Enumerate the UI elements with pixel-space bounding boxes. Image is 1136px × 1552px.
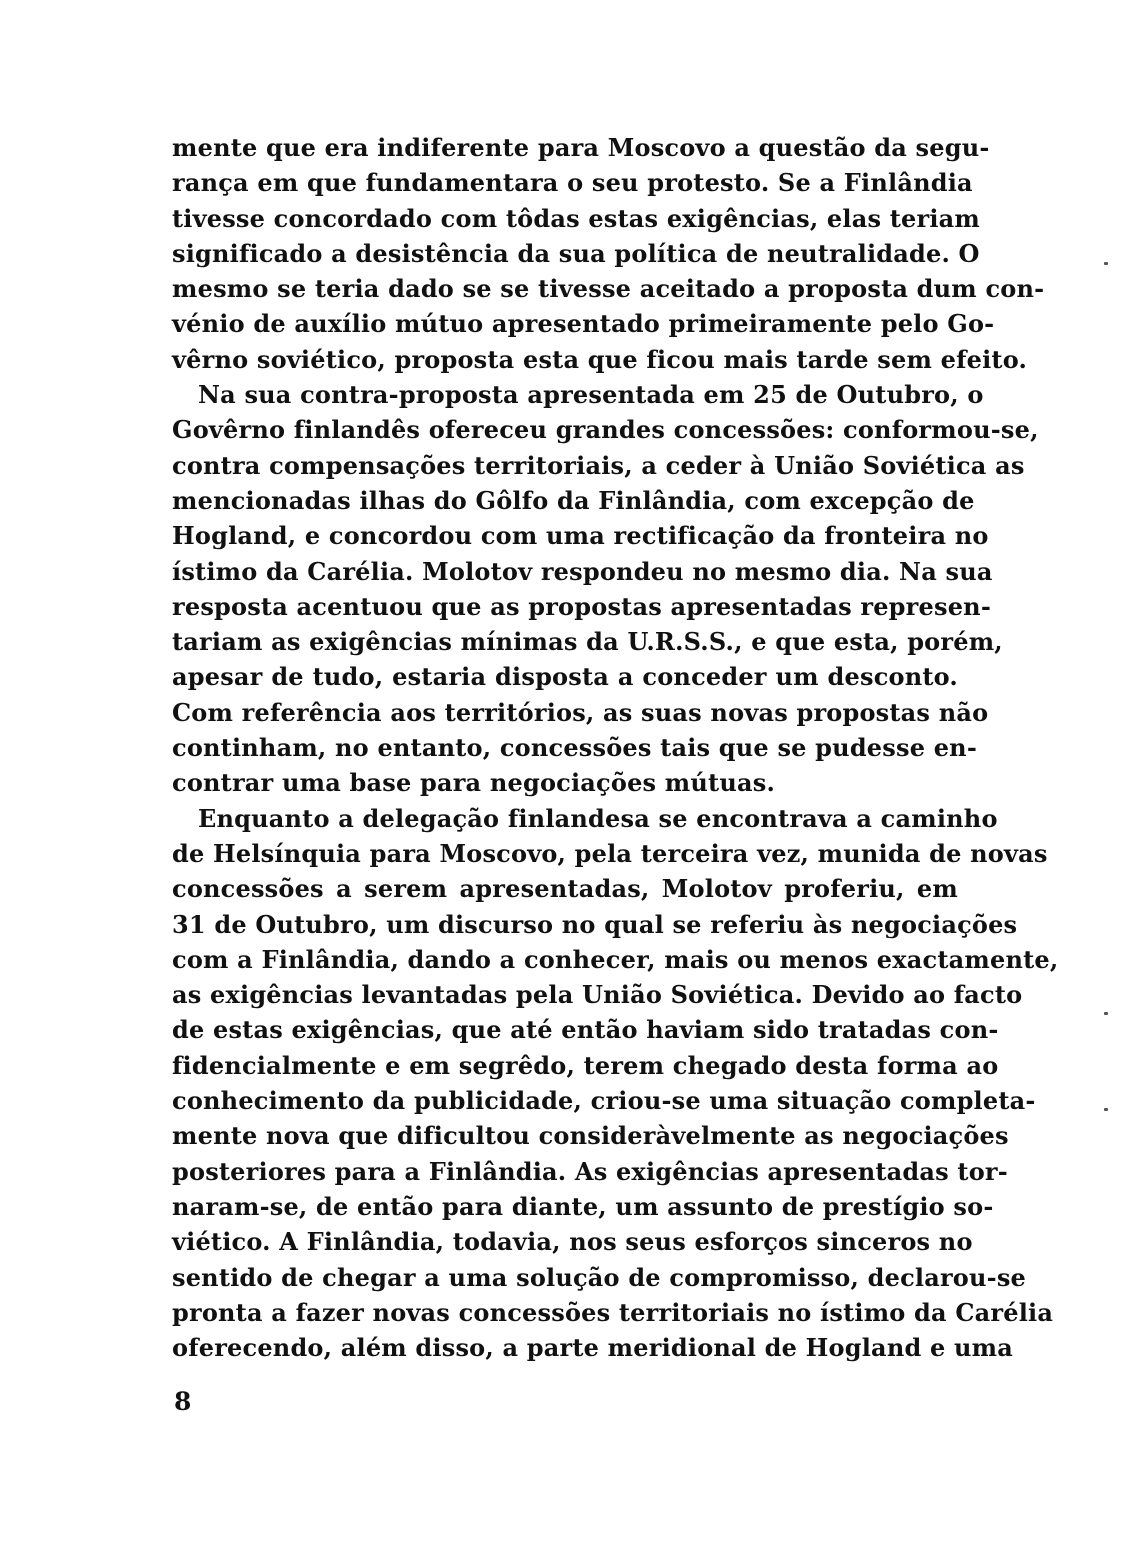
text-line: contra compensações territoriais, a ceder à União Soviética as — [172, 450, 1025, 480]
text-line: Hogland, e concordou com uma rectificação da fronteira no — [172, 521, 989, 551]
text-line: Com referência aos territórios, as suas novas propostas não — [172, 697, 989, 727]
scan-speck — [1104, 1012, 1108, 1015]
text-line: mente que era indiferente para Moscovo a questão da segu- — [172, 133, 990, 162]
text-line: mesmo se teria dado se se tivesse aceitado a proposta dum con- — [172, 274, 1045, 304]
text-line: apesar de tudo, estaria disposta a conceder um desconto. — [172, 662, 958, 692]
text-line: mente nova que dificultou consideràvelmente as negociações — [172, 1121, 1009, 1151]
text-line: de Helsínquia para Moscovo, pela terceira vez, munida de novas — [172, 838, 1048, 868]
text-line: 31 de Outubro, um discurso no qual se referiu às negociações — [172, 909, 1018, 939]
text-line: viético. A Finlândia, todavia, nos seus esforços sinceros no — [172, 1227, 973, 1257]
text-line: posteriores para a Finlândia. As exigências apresentadas tor- — [172, 1156, 1008, 1186]
text-line: de estas exigências, que até então haviam sido tratadas con- — [172, 1015, 999, 1045]
text-line: fidencialmente e em segrêdo, terem chegado desta forma ao — [172, 1050, 999, 1080]
text-line: continham, no entanto, concessões tais que se pudesse en- — [172, 733, 977, 763]
text-line: contrar uma base para negociações mútuas. — [172, 768, 775, 798]
scan-speck — [1104, 1108, 1108, 1111]
text-line: sentido de chegar a uma solução de compromisso, declarou-se — [172, 1262, 1027, 1292]
page-number: 8 — [174, 1387, 192, 1416]
text-line: tivesse concordado com tôdas estas exigências, elas teriam — [172, 203, 980, 233]
text-line: ístimo da Carélia. Molotov respondeu no mesmo dia. Na sua — [172, 556, 993, 586]
text-line: Na sua contra-proposta apresentada em 25 de Outubro, o — [198, 380, 984, 410]
text-line: concessões a serem apresentadas, Molotov proferiu, em — [172, 874, 958, 904]
body-text — [172, 130, 1059, 1365]
text-line: pronta a fazer novas concessões territoriais no ístimo da Carélia — [172, 1297, 1054, 1327]
text-line: significado a desistência da sua política de neutralidade. O — [172, 238, 980, 268]
text-line: Govêrno finlandês ofereceu grandes concessões: conformou-se, — [172, 415, 1039, 445]
text-line: vénio de auxílio mútuo apresentado primeiramente pelo Go- — [172, 309, 995, 339]
text-line: as exigências levantadas pela União Soviética. Devido ao facto — [172, 980, 1023, 1010]
text-line: tariam as exigências mínimas da U.R.S.S., e que esta, porém, — [172, 627, 1003, 657]
text-line: naram-se, de então para diante, um assunto de prestígio so- — [172, 1191, 994, 1221]
scan-speck — [1104, 262, 1108, 265]
text-line: vêrno soviético, proposta esta que ficou mais tarde sem efeito. — [172, 344, 1028, 374]
text-line: conhecimento da publicidade, criou-se uma situação completa- — [172, 1086, 1036, 1116]
text-line: mencionadas ilhas do Gôlfo da Finlândia, com excepção de — [172, 485, 975, 515]
text-line: resposta acentuou que as propostas apresentadas represen- — [172, 591, 991, 621]
text-line: rança em que fundamentara o seu protesto. Se a Finlândia — [172, 168, 973, 198]
text-line: oferecendo, além disso, a parte meridional de Hogland e uma — [172, 1333, 1014, 1363]
text-line: com a Finlândia, dando a conhecer, mais ou menos exactamente, — [172, 944, 1059, 974]
text-line: Enquanto a delegação finlandesa se encontrava a caminho — [198, 803, 998, 833]
